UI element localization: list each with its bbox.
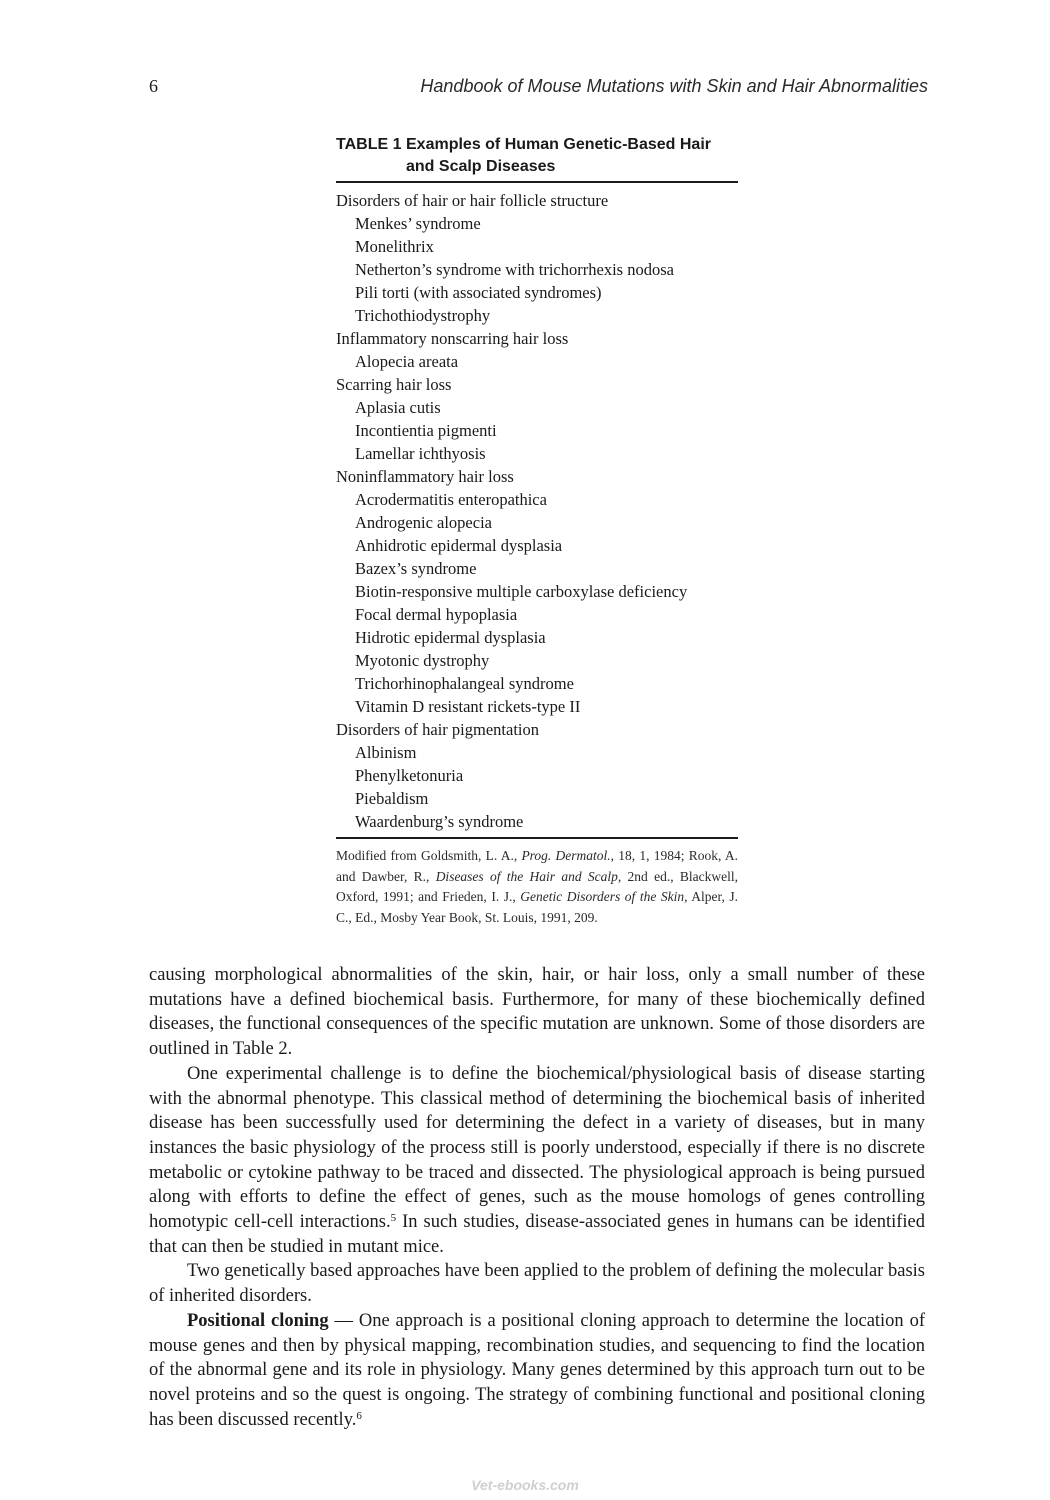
table-item: Albinism bbox=[355, 743, 417, 762]
table-caption bbox=[336, 134, 738, 183]
source-journal: Prog. Dermatol. bbox=[521, 848, 611, 863]
paragraph bbox=[149, 1062, 925, 1260]
reference-marker: 5 bbox=[390, 1212, 397, 1225]
table-item: Incontientia pigmenti bbox=[355, 421, 497, 440]
source-text: , Alper, J. C., Ed., Mosby Year Book, St. Louis, 1991, 209. bbox=[336, 889, 738, 925]
table-group-heading: Scarring hair loss bbox=[336, 375, 452, 394]
page-number: 6 bbox=[149, 76, 158, 96]
table-item: Trichothiodystrophy bbox=[355, 306, 491, 325]
table-item: Waardenburg’s syndrome bbox=[355, 812, 524, 831]
table-group-heading: Disorders of hair pigmentation bbox=[336, 720, 539, 739]
table-item: Aplasia cutis bbox=[355, 398, 441, 417]
table-item: Monelithrix bbox=[355, 237, 434, 256]
table-label: TABLE 1 bbox=[336, 136, 402, 153]
table-item: Acrodermatitis enteropathica bbox=[355, 490, 547, 509]
table-item: Androgenic alopecia bbox=[355, 513, 492, 532]
running-title: Handbook of Mouse Mutations with Skin and Hair Abnormalities bbox=[420, 76, 928, 96]
table-item: Phenylketonuria bbox=[355, 766, 464, 785]
table-item: Lamellar ichthyosis bbox=[355, 444, 486, 463]
table-group-heading: Noninflammatory hair loss bbox=[336, 467, 514, 486]
section-run-in-heading: Positional cloning bbox=[187, 1310, 329, 1331]
table-item: Focal dermal hypoplasia bbox=[355, 605, 518, 624]
table-item: Pili torti (with associated syndromes) bbox=[355, 283, 602, 302]
table-item: Anhidrotic epidermal dysplasia bbox=[355, 536, 563, 555]
paragraph bbox=[149, 1309, 925, 1433]
table-item: Biotin-responsive multiple carboxylase deficiency bbox=[355, 582, 688, 601]
table-item: Netherton’s syndrome with trichorrhexis nodosa bbox=[355, 260, 674, 279]
table-item: Menkes’ syndrome bbox=[355, 214, 481, 233]
table-item: Hidrotic epidermal dysplasia bbox=[355, 628, 546, 647]
source-text: Modified from Goldsmith, L. A., bbox=[336, 848, 522, 863]
watermark: Vet-ebooks.com bbox=[471, 1477, 579, 1493]
table-group-heading: Disorders of hair or hair follicle structure bbox=[336, 191, 609, 210]
source-text: , 18, 1, 1984; Rook, A. and Dawber, R., bbox=[336, 848, 738, 884]
table-title: Examples of Human Genetic-Based Hair and Scalp Diseases bbox=[406, 136, 711, 175]
table-group-heading: Inflammatory nonscarring hair loss bbox=[336, 329, 569, 348]
source-book-title: Genetic Disorders of the Skin bbox=[520, 889, 685, 904]
table-item: Trichorhinophalangeal syndrome bbox=[355, 674, 574, 693]
body-text bbox=[149, 963, 925, 1432]
reference-marker: 6 bbox=[356, 1409, 362, 1422]
table-1 bbox=[336, 134, 738, 928]
table-item: Alopecia areata bbox=[355, 352, 459, 371]
table-item: Piebaldism bbox=[355, 789, 429, 808]
paragraph-text: In such studies, disease-associated genes in humans can be identified that can then be studied in mutant mice. bbox=[149, 1212, 926, 1257]
paragraph-text: — One approach is a positional cloning approach to determine the location of mouse genes and then by physical mapping, recombination studies, and sequencing to find the location of the abnormal gene and its role in physiology. Many genes determined by this approach turn out to be novel proteins and so the quest is ongoing. The strategy of combining functional and positional cloning has been discussed recently. bbox=[149, 1310, 925, 1430]
paragraph: causing morphological abnormalities of the skin, hair, or hair loss, only a small number of these mutations have a defined biochemical basis. Furthermore, for many of these biochemically defined diseases, the functional consequences of the specific mutation are unknown. Some of those disorders are outlined in Table 2. bbox=[149, 965, 925, 1060]
source-book-title: Diseases of the Hair and Scalp bbox=[435, 868, 618, 884]
table-source-note bbox=[336, 846, 738, 928]
paragraph: Two genetically based approaches have been applied to the problem of defining the molecular basis of inherited disorders. bbox=[149, 1261, 925, 1307]
table-item: Bazex’s syndrome bbox=[355, 559, 477, 578]
paragraph-text: One experimental challenge is to define the biochemical/physiological basis of disease starting with the abnormal phenotype. This classical method of determining the biochemical basis of inherited disease has been successfully used for determining the defect in a variety of diseases, but in many instances the basic physiology of the process still is poorly understood, especially if there is no discrete metabolic or cytokine pathway to be traced and dissected. The physiological approach is being pursued along with efforts to define the effect of genes, such as the mouse homologs of genes controlling homotypic cell-cell interactions. bbox=[149, 1063, 925, 1233]
table-item: Myotonic dystrophy bbox=[355, 651, 490, 670]
source-text: , 2nd ed., Blackwell, Oxford, 1991; and Frieden, I. J., bbox=[336, 868, 738, 904]
table-item: Vitamin D resistant rickets-type II bbox=[355, 697, 581, 716]
table-body bbox=[336, 183, 738, 839]
